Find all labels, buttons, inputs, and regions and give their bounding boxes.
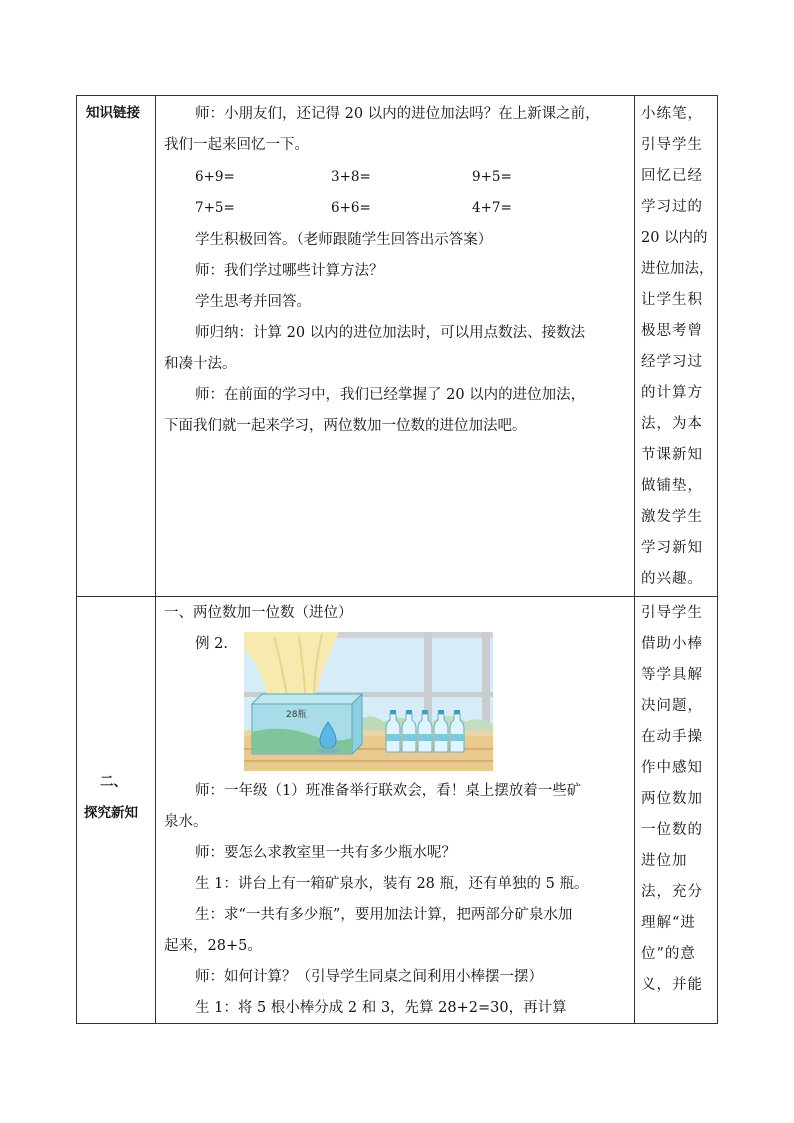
section-heading: 一、两位数加一位数（进位） <box>164 605 353 621</box>
row2-note: 法，充分 <box>641 884 703 900</box>
row1-note: 法，为本 <box>641 416 703 432</box>
row2-note: 引导学生 <box>641 605 703 621</box>
problem: 7+5= <box>195 200 235 216</box>
row1-line: 学生思考并回答。 <box>195 294 311 310</box>
row2-note: 两位数加 <box>641 791 703 807</box>
row2-category-name: 探究新知 <box>84 805 138 821</box>
row-divider <box>76 596 718 597</box>
row1-line: 师：我们学过哪些计算方法？ <box>195 263 384 279</box>
row1-note: 激发学生 <box>641 509 703 525</box>
row1-note: 极思考曾 <box>641 323 703 339</box>
row1-line: 师：小朋友们，还记得 20 以内的进位加法吗？在上新课之前， <box>195 106 600 122</box>
row1-line: 我们一起来回忆一下。 <box>164 137 309 153</box>
row2-line: 生：求“一共有多少瓶”，要用加法计算，把两部分矿泉水加 <box>195 907 573 923</box>
row1-note: 小练笔， <box>641 106 703 122</box>
row2-line: 师：一年级（1）班准备举行联欢会，看！桌上摆放着一些矿 <box>195 783 582 799</box>
row2-note: 一位数的 <box>641 822 703 838</box>
row1-note: 进位加法， <box>641 261 714 277</box>
row1-note: 节课新知 <box>641 447 703 463</box>
box-label: 28瓶 <box>286 710 307 720</box>
row2-note: 作中感知 <box>641 760 703 776</box>
row1-note: 的兴趣。 <box>641 571 703 587</box>
table-right-border <box>717 95 718 1024</box>
row2-line: 泉水。 <box>164 814 208 830</box>
row2-note: 义，并能 <box>641 977 703 993</box>
row1-note: 学习过的 <box>641 199 703 215</box>
problem: 3+8= <box>331 169 371 185</box>
row1-category: 知识链接 <box>86 105 140 121</box>
row2-category-number: 二、 <box>100 774 127 790</box>
row2-note: 决问题， <box>641 698 703 714</box>
row1-note: 的计算方 <box>641 385 703 401</box>
row2-line: 起来，28+5。 <box>164 938 262 954</box>
row2-note: 借助小棒 <box>641 636 703 652</box>
row1-note: 引导学生 <box>641 137 703 153</box>
table-bottom-border <box>76 1023 718 1024</box>
row2-line: 生 1：将 5 根小棒分成 2 和 3，先算 28+2=30，再计算 <box>195 1000 567 1016</box>
row1-note: 回忆已经 <box>641 168 703 184</box>
row1-note: 学习新知 <box>641 540 703 556</box>
row2-line: 生 1：讲台上有一箱矿泉水，装有 28 瓶，还有单独的 5 瓶。 <box>195 876 589 892</box>
example-label: 例 2. <box>195 636 228 652</box>
water-bottles-illustration-svg <box>244 632 493 771</box>
row1-line: 下面我们就一起来学习，两位数加一位数的进位加法吧。 <box>164 418 527 434</box>
row1-line: 师归纳：计算 20 以内的进位加法时，可以用点数法、接数法 <box>195 325 586 341</box>
row2-note: 理解“进 <box>641 915 696 931</box>
water-bottles-illustration <box>244 632 493 771</box>
column-divider-1 <box>155 95 156 1024</box>
problem: 4+7= <box>472 200 512 216</box>
row2-note: 位”的意 <box>641 946 696 962</box>
row1-line: 师：在前面的学习中，我们已经掌握了 20 以内的进位加法， <box>195 387 586 403</box>
row1-line: 学生积极回答。（老师跟随学生回答出示答案） <box>195 232 493 248</box>
table-left-border <box>76 95 77 1024</box>
column-divider-2 <box>634 95 635 1024</box>
row1-note: 经学习过 <box>641 354 703 370</box>
problem: 6+9= <box>195 169 235 185</box>
table-top-border <box>76 95 718 96</box>
row2-line: 师：如何计算？（引导学生同桌之间利用小棒摆一摆） <box>195 969 543 985</box>
row2-note: 等学具解 <box>641 667 703 683</box>
row2-note: 进位加 <box>641 853 688 869</box>
row1-note: 让学生积 <box>641 292 703 308</box>
row2-note: 在动手操 <box>641 729 703 745</box>
row2-line: 师：要怎么求教室里一共有多少瓶水呢？ <box>195 845 456 861</box>
problem: 9+5= <box>472 169 512 185</box>
row1-note: 做铺垫， <box>641 478 703 494</box>
row1-line: 和凑十法。 <box>164 356 237 372</box>
row1-note: 20 以内的 <box>641 230 708 246</box>
problem: 6+6= <box>331 200 371 216</box>
